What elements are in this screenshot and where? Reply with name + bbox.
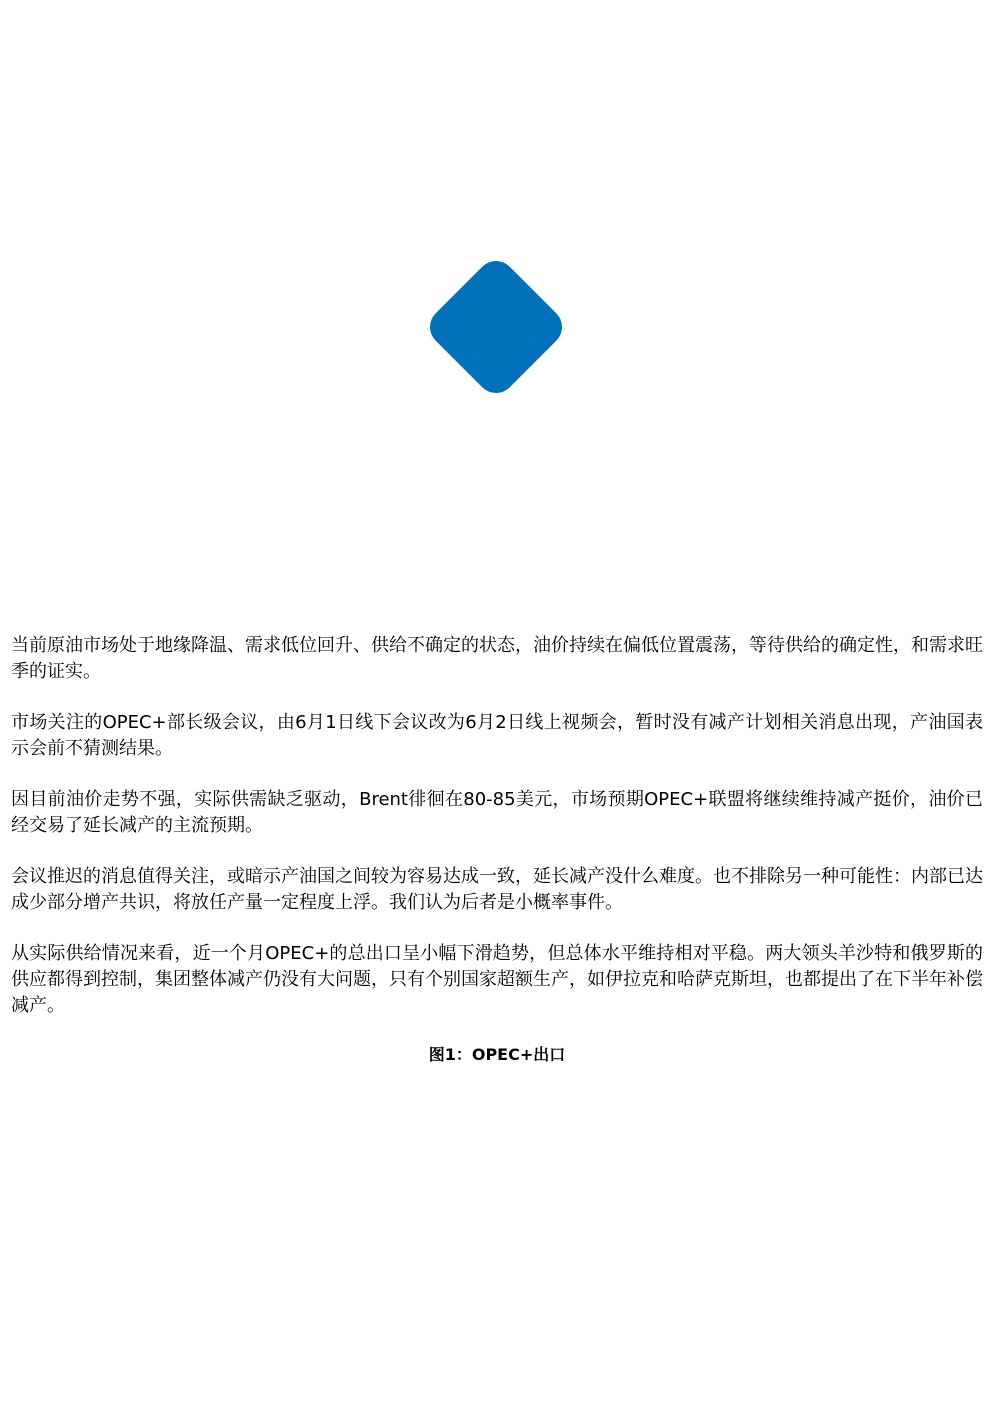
article-body xyxy=(11,633,983,1066)
logo xyxy=(424,255,568,399)
paragraph-price-expectation: 因目前油价走势不强，实际供需缺乏驱动，Brent徘徊在80-85美元，市场预期OPEC+联盟将继续维持减产挺价，油价已经交易了延长减产的主流预期。 xyxy=(11,789,983,836)
figure-caption: 图1：OPEC+出口 xyxy=(428,1045,566,1064)
paragraph-meeting-delay: 会议推迟的消息值得关注，或暗示产油国之间较为容易达成一致，延长减产没什么难度。也不排除另一种可能性：内部已达成少部分增产共识，将放任产量一定程度上浮。我们认为后者是小概率事件。 xyxy=(11,866,983,913)
paragraph-supply-situation: 从实际供给情况来看，近一个月OPEC+的总出口呈小幅下滑趋势，但总体水平维持相对平稳。两大领头羊沙特和俄罗斯的供应都得到控制，集团整体减产仍没有大问题，只有个别国家超额生产，如伊拉克和哈萨克斯坦，也都提出了在下半年补偿减产。 xyxy=(11,943,983,1016)
paragraph-opec-meeting: 市场关注的OPEC+部长级会议，由6月1日线下会议改为6月2日线上视频会，暂时没有减产计划相关消息出现，产油国表示会前不猜测结果。 xyxy=(11,712,983,759)
blue-diamond-logo-icon xyxy=(424,255,568,399)
paragraph-market-state: 当前原油市场处于地缘降温、需求低位回升、供给不确定的状态，油价持续在偏低位置震荡，等待供给的确定性，和需求旺季的证实。 xyxy=(11,635,983,682)
